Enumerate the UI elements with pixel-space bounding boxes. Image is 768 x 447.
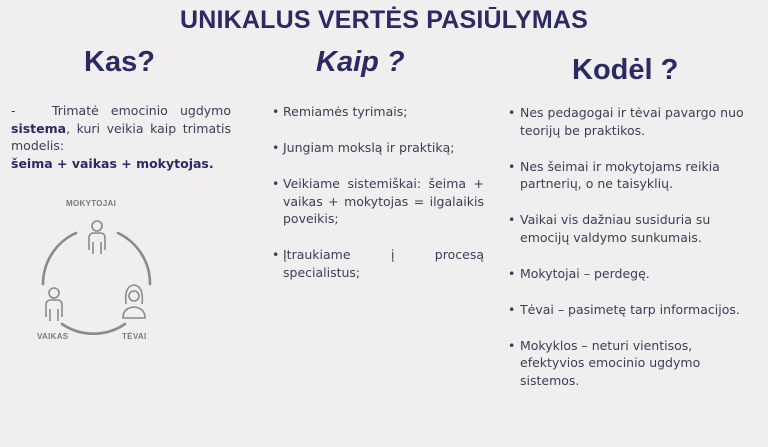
arc-bottom <box>62 324 125 334</box>
kaip-item: • Veikiame sistemiškai: šeima + vaikas + mokytojas = ilgalaikis poveikis; <box>272 175 484 228</box>
kodel-item: • Vaikai vis dažniau susiduria su emocijų valdymo sunkumais. <box>508 211 748 246</box>
kodel-item: • Mokyklos – neturi vientisos, efektyvios emocinio ugdymo sistemos. <box>508 337 748 390</box>
heading-kodel: Kodėl ? <box>572 54 679 86</box>
arc-top-left <box>43 233 76 284</box>
kaip-item: • Remiamės tyrimais; <box>272 103 484 121</box>
kodel-item: • Mokytojai – perdegę. <box>508 265 748 283</box>
kaip-list <box>272 103 484 300</box>
kas-intro <box>11 102 235 155</box>
kodel-item: • Nes pedagogai ir tėvai pavargo nuo teorijų be praktikos. <box>508 104 748 139</box>
arc-top-right <box>118 233 150 284</box>
trimatis-diagram <box>30 196 160 346</box>
kas-intro-prefix: - Trimatė emocinio ugdymo <box>11 103 235 118</box>
kodel-item: • Tėvai – pasimetę tarp informacijos. <box>508 301 748 319</box>
label-vaikas: VAIKAS <box>37 332 69 341</box>
kas-formula: šeima + vaikas + mokytojas. <box>11 155 214 171</box>
label-mokytojai: MOKYTOJAI <box>66 199 117 208</box>
kas-intro-bold: sistema <box>11 120 67 136</box>
heading-kaip: Kaip ? <box>316 46 405 78</box>
diagram-svg <box>30 196 160 346</box>
kaip-item: • Jungiam mokslą ir praktiką; <box>272 139 484 157</box>
person-child-icon <box>46 288 62 321</box>
page-title: UNIKALUS VERTĖS PASIŪLYMAS <box>179 6 589 34</box>
heading-kas: Kas? <box>84 46 155 78</box>
kodel-list <box>508 104 748 408</box>
kaip-item: • Įtraukiame į procesą specialistus; <box>272 246 484 281</box>
label-tevai: TĖVAI <box>122 332 147 341</box>
kas-description <box>11 102 235 172</box>
kodel-item: • Nes šeimai ir mokytojams reikia partnerių, o ne taisyklių. <box>508 158 748 193</box>
kas-intro-suffix: , kuri veikia kaip trimatis modelis: <box>11 120 231 153</box>
person-top-icon <box>89 221 105 254</box>
person-parent-icon <box>123 285 145 318</box>
